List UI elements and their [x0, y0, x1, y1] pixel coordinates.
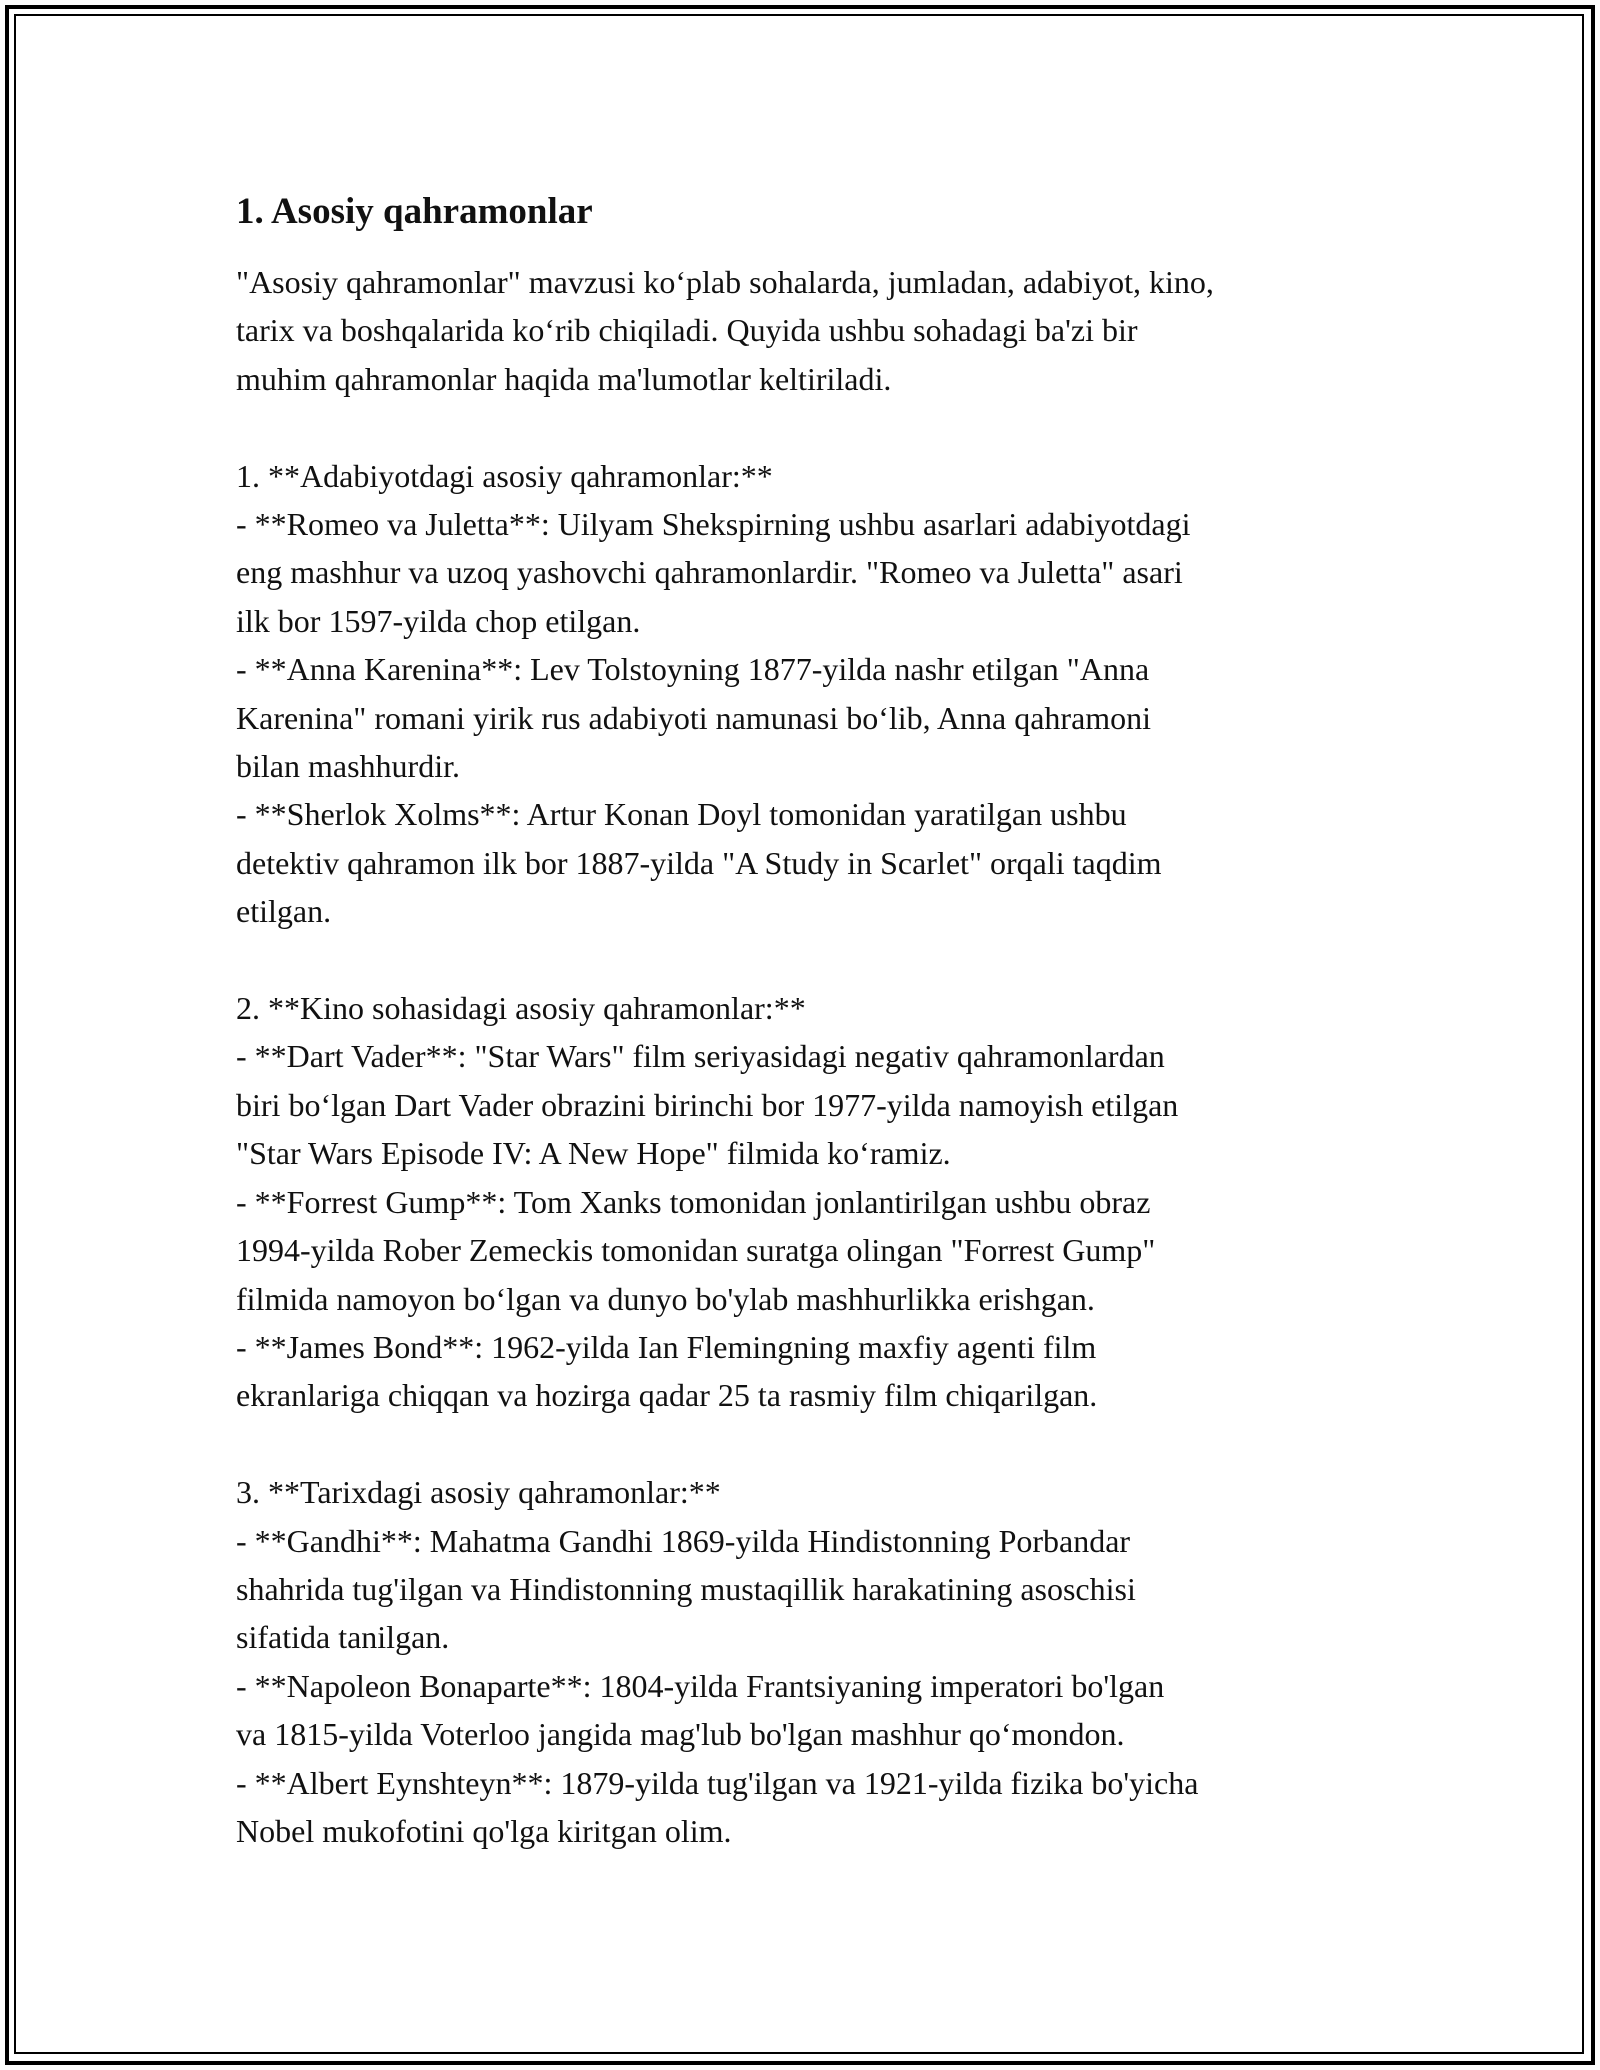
list-item: - **James Bond**: 1962-yilda Ian Flemingning maxfiy agenti film ekranlariga chiqqan va hozirga qadar 25 ta rasmiy film chiqarilgan.	[236, 1328, 1098, 1414]
list-item: - **Sherlok Xolms**: Artur Konan Doyl tomonidan yaratilgan ushbu detektiv qahramon ilk bor 1887-yilda "A Study in Scarlet" orqali taqdim etilgan.	[236, 796, 1162, 930]
section-literature	[236, 452, 1376, 936]
list-item: - **Dart Vader**: "Star Wars" film seriyasidagi negativ qahramonlardan biri bo‘lgan Dart Vader obrazini birinchi bor 1977-yilda namoyish etilgan "Star Wars Episode IV: A New Hope" filmida ko‘ramiz.	[236, 1038, 1179, 1172]
list-item: - **Napoleon Bonaparte**: 1804-yilda Frantsiyaning imperatori bo'lgan va 1815-yilda Voterloo jangida mag'lub bo'lgan mashhur qo‘mondon.	[236, 1667, 1165, 1753]
document-body	[236, 186, 1376, 1855]
section-cinema	[236, 984, 1376, 1420]
intro-paragraph: "Asosiy qahramonlar" mavzusi ko‘plab sohalarda, jumladan, adabiyot, kino, tarix va boshqalarida ko‘rib chiqiladi. Quyida ushbu sohadagi ba'zi bir muhim qahramonlar haqida ma'lumotlar keltiriladi.	[236, 264, 1214, 397]
section-title: 2. **Kino sohasidagi asosiy qahramonlar:**	[236, 990, 806, 1027]
list-item: - **Forrest Gump**: Tom Xanks tomonidan jonlantirilgan ushbu obraz 1994-yilda Rober Zemeckis tomonidan suratga olingan "Forrest Gump" filmida namoyon bo‘lgan va dunyo bo'ylab mashhurlikka erishgan.	[236, 1183, 1156, 1317]
section-title: 3. **Tarixdagi asosiy qahramonlar:**	[236, 1474, 721, 1511]
document-heading: 1. Asosiy qahramonlar	[236, 191, 593, 232]
blank-line	[236, 403, 1376, 451]
blank-line	[236, 1420, 1376, 1468]
list-item: - **Anna Karenina**: Lev Tolstoyning 1877-yilda nashr etilgan "Anna Karenina" romani yirik rus adabiyoti namunasi bo‘lib, Anna qahramoni bilan mashhurdir.	[236, 651, 1152, 785]
list-item: - **Albert Eynshteyn**: 1879-yilda tug'ilgan va 1921-yilda fizika bo'yicha Nobel mukofotini qo'lga kiritgan olim.	[236, 1764, 1199, 1849]
list-item: - **Gandhi**: Mahatma Gandhi 1869-yilda Hindistonning Porbandar shahrida tug'ilgan va Hindistonning mustaqillik harakatining asoschisi sifatida tanilgan.	[236, 1522, 1136, 1656]
section-title: 1. **Adabiyotdagi asosiy qahramonlar:**	[236, 457, 773, 494]
list-item: - **Romeo va Juletta**: Uilyam Shekspirning ushbu asarlari adabiyotdagi eng mashhur va uzoq yashovchi qahramonlardir. "Romeo va Juletta" asari ilk bor 1597-yilda chop etilgan.	[236, 506, 1191, 639]
blank-line	[236, 936, 1376, 984]
section-history	[236, 1468, 1376, 1855]
